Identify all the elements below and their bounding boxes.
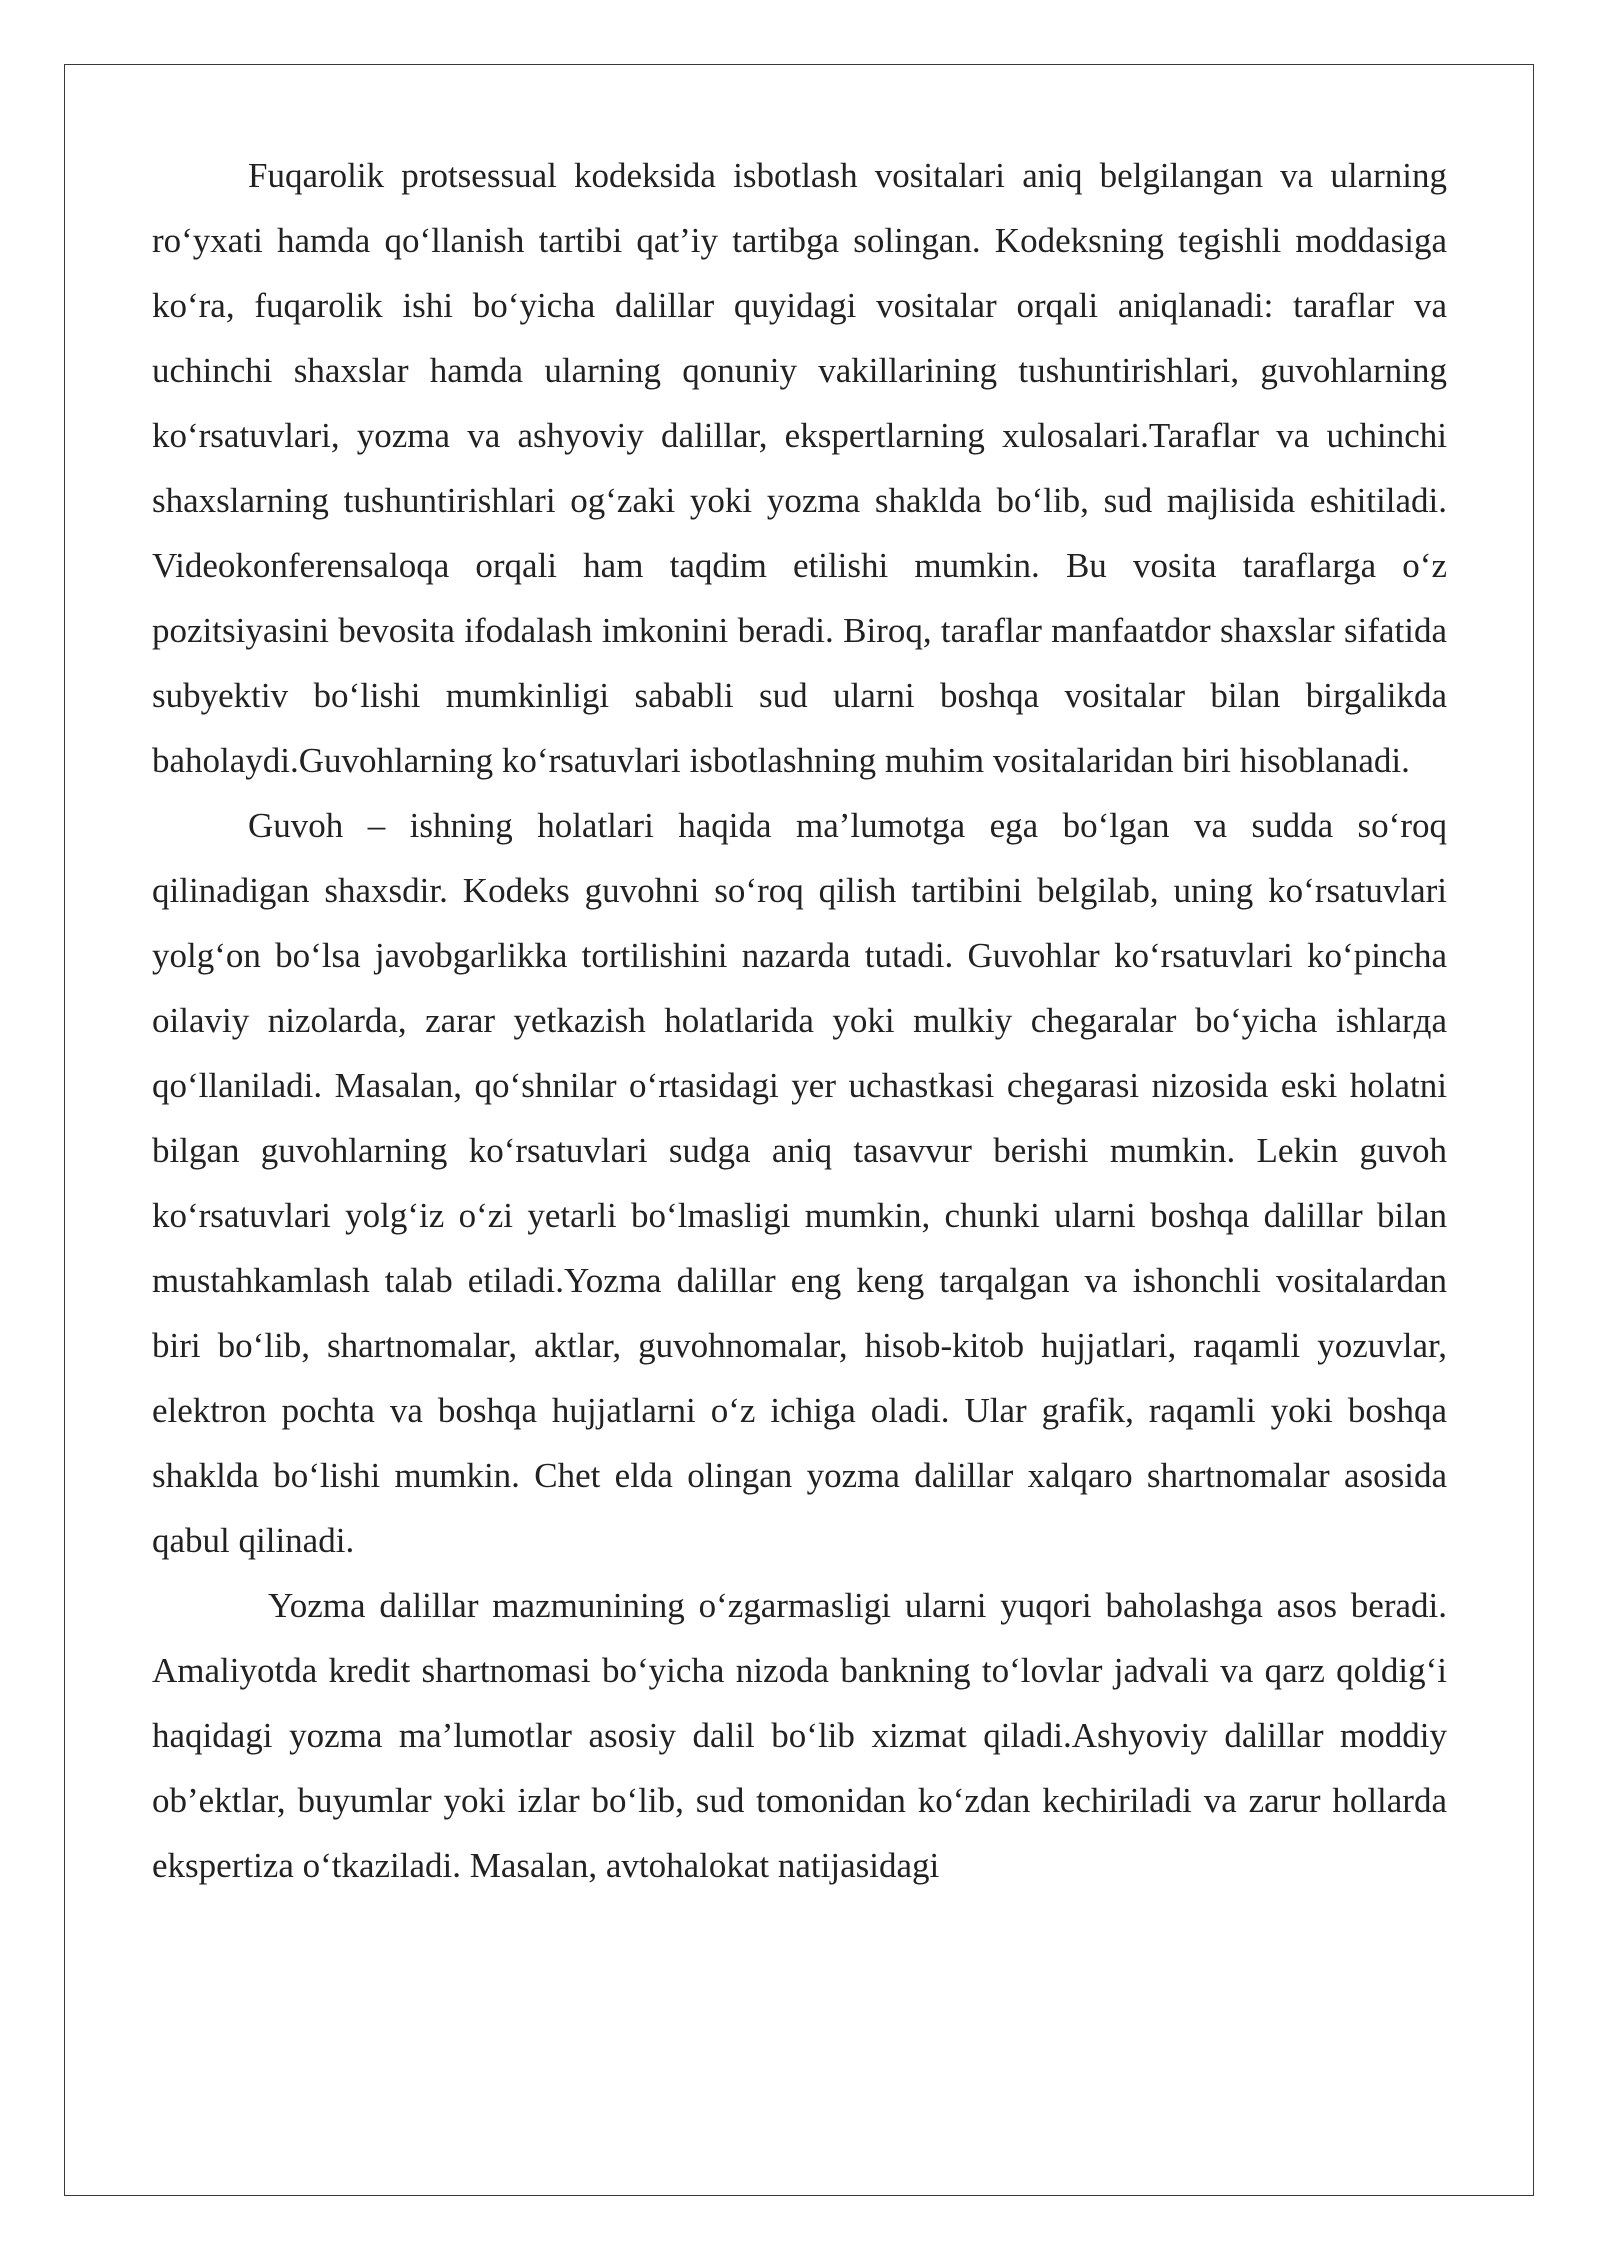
paragraph: Yozma dalillar mazmunining o‘zgarmasligi ularni yuqori baholashga asos beradi. Amaliyotda kredit shartnomasi bo‘yicha nizoda bankning to‘lovlar jadvali va qarz qoldig‘i haqidagi yozma ma’lumotlar asosiy dalil bo‘lib xizmat qiladi.Ashyoviy dalillar moddiy ob’ektlar, buyumlar yoki izlar bo‘lib, sud tomonidan ko‘zdan kechiriladi va zarur hollarda ekspertiza o‘tkaziladi. Masalan, avtohalokat natijasidagi: [152, 1586, 1447, 1885]
paragraph: Guvoh – ishning holatlari haqida ma’lumotga ega bo‘lgan va sudda so‘roq qilinadigan shaxsdir. Kodeks guvohni so‘roq qilish tartibini belgilab, uning ko‘rsatuvlari yolg‘on bo‘lsa javobgarlikka tortilishini nazarda tutadi. Guvohlar ko‘rsatuvlari ko‘pincha oilaviy nizolarda, zarar yetkazish holatlarida yoki mulkiy chegaralar bo‘yicha ishlarда qo‘llaniladi. Masalan, qo‘shnilar o‘rtasidagi yer uchastkasi chegarasi nizosida eski holatni bilgan guvohlarning ko‘rsatuvlari sudga aniq tasavvur berishi mumkin. Lekin guvoh ko‘rsatuvlari yolg‘iz o‘zi yetarli bo‘lmasligi mumkin, chunki ularni boshqa dalillar bilan mustahkamlash talab etiladi.Yozma dalillar eng keng tarqalgan va ishonchli vositalardan biri bo‘lib, shartnomalar, aktlar, guvohnomalar, hisob-kitob hujjatlari, raqamli yozuvlar, elektron pochta va boshqa hujjatlarni o‘z ichiga oladi. Ular grafik, raqamli yoki boshqa shaklda bo‘lishi mumkin. Chet elda olingan yozma dalillar xalqaro shartnomalar asosida qabul qilinadi.: [152, 806, 1447, 1560]
document-body: [152, 143, 1447, 1898]
paragraph: Fuqarolik protsessual kodeksida isbotlash vositalari aniq belgilangan va ularning ro‘yxati hamda qo‘llanish tartibi qat’iy tartibga solingan. Kodeksning tegishli moddasiga ko‘ra, fuqarolik ishi bo‘yicha dalillar quyidagi vositalar orqali aniqlanadi: taraflar va uchinchi shaxslar hamda ularning qonuniy vakillarining tushuntirishlari, guvohlarning ko‘rsatuvlari, yozma va ashyoviy dalillar, ekspertlarning xulosalari.Taraflar va uchinchi shaxslarning tushuntirishlari og‘zaki yoki yozma shaklda bo‘lib, sud majlisida eshitiladi. Videokonferensaloqa orqali ham taqdim etilishi mumkin. Bu vosita taraflarga o‘z pozitsiyasini bevosita ifodalash imkonini beradi. Biroq, taraflar manfaatdor shaxslar sifatida subyektiv bo‘lishi mumkinligi sababli sud ularni boshqa vositalar bilan birgalikda baholaydi.Guvohlarning ko‘rsatuvlari isbotlashning muhim vositalaridan biri hisoblanadi.: [152, 156, 1447, 780]
